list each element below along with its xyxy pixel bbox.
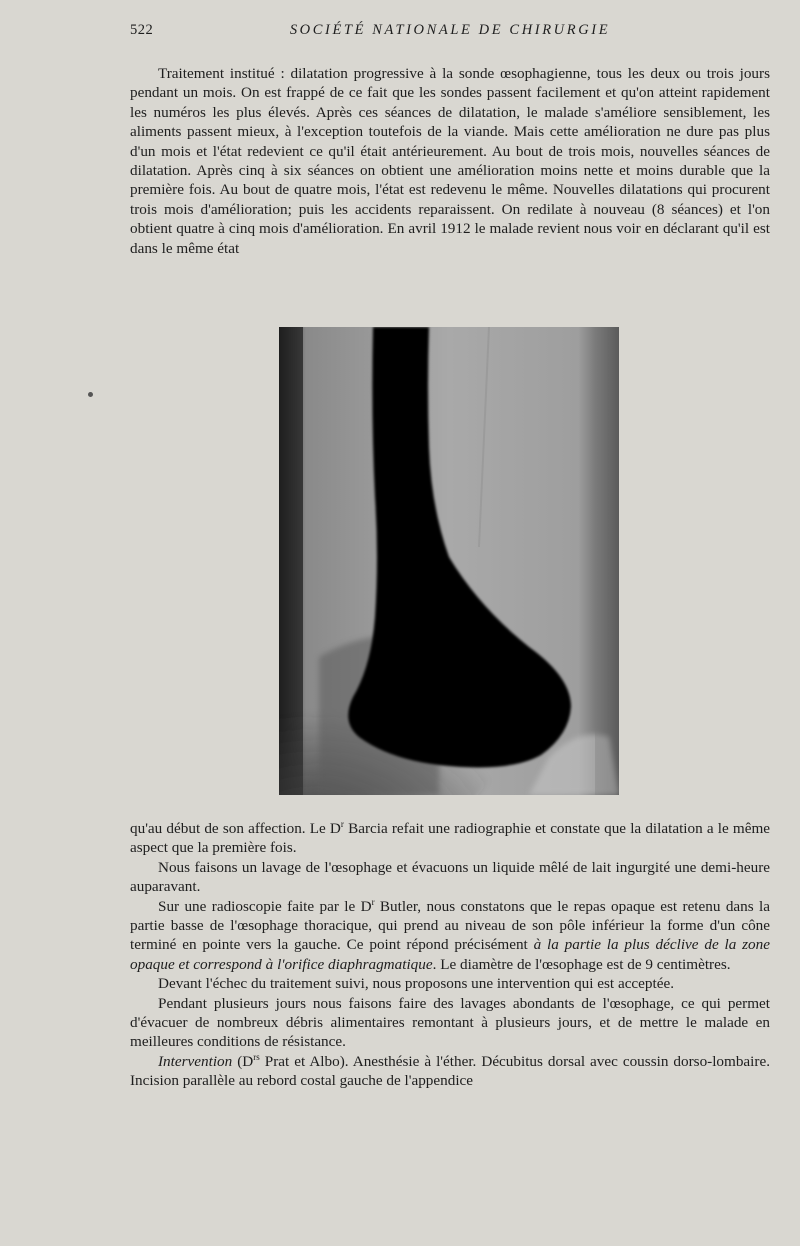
superscript: rs — [253, 1051, 260, 1062]
text-run: . Le diamètre de l'œsophage est de 9 centimètres. — [432, 955, 731, 973]
text-run: qu'au début de son affection. Le D — [130, 820, 341, 837]
superscript: r — [340, 818, 344, 829]
text-run: Prat et Albo). Anesthésie à l'éther. Décubitus dorsal avec coussin dorso-lombaire. Incision parallèle au rebord costal gauche de l'appendice — [130, 1052, 770, 1090]
paragraph: Traitement institué : dilatation progressive à la sonde œsophagienne, tous les deux ou trois jours pendant un mois. On est frappé de ce fait que les sondes passent facilement et qu'on atteint rapidement les numéros les plus élevés. Après ces séances de dilatation, le malade s'améliore sensiblement, les aliments passent mieux, à l'exception toutefois de la viande. Mais cette amélioration ne dure pas plus d'un mois et l'état redevient ce qu'il était antérieurement. Au bout de trois mois, nouvelles séances de dilatation. Après cinq à six séances on obtient une amélioration moins nette et moins durable que la première fois. Au bout de quatre mois, l'état est redevenu le même. Nouvelles dilatations qui procurent trois mois d'amélioration; puis les accidents reparaissent. On redilate à nouveau (8 séances) et l'on obtient quatre à cinq mois d'amélioration. En avril 1912 le malade revient nous voir en déclarant qu'il est dans le même état — [130, 65, 770, 257]
text-run: Barcia refait une radiographie et constate que la dilatation a le même aspect que la première fois. — [130, 820, 771, 857]
paragraph: Devant l'échec du traitement suivi, nous proposons une intervention qui est acceptée. — [158, 975, 675, 993]
italic-run: Intervention — [158, 1052, 233, 1070]
paragraph — [130, 819, 770, 858]
italic-run: à la partie la plus déclive de la zone opaque et correspond à l'orifice diaphragmatique — [130, 936, 770, 973]
text-block-bottom — [130, 819, 770, 1091]
paragraph: Pendant plusieurs jours nous faisons faire des lavages abondants de l'œsophage, ce qui permet d'évacuer de nombreux débris alimentaires remontant à plusieurs jours, et de mettre le malade en meilleures conditions de résistance. — [130, 994, 770, 1051]
paragraph — [130, 1052, 770, 1091]
paragraph — [130, 897, 770, 975]
text-run: Sur une radioscopie faite par le D — [158, 897, 372, 915]
running-header — [130, 22, 770, 42]
paragraph: Nous faisons un lavage de l'œsophage et évacuons un liquide mêlé de lait ingurgité une demi-heure auparavant. — [130, 858, 770, 896]
text-run: Butler, nous constatons que le repas opaque est retenu dans la partie basse de l'œsophage thoracique, qui prend au niveau de son pôle inférieur la forme d'un cône terminé en pointe vers la gauche. Ce point répond précisément — [130, 897, 770, 954]
superscript: r — [371, 896, 375, 907]
page-number: 522 — [130, 22, 154, 38]
esophagus-radiograph — [279, 327, 619, 795]
radiograph-figure — [279, 327, 619, 795]
running-title: SOCIÉTÉ NATIONALE DE CHIRURGIE — [289, 22, 611, 38]
text-block-top — [130, 64, 770, 258]
text-run: (D — [232, 1052, 254, 1070]
ink-speck — [88, 392, 93, 397]
